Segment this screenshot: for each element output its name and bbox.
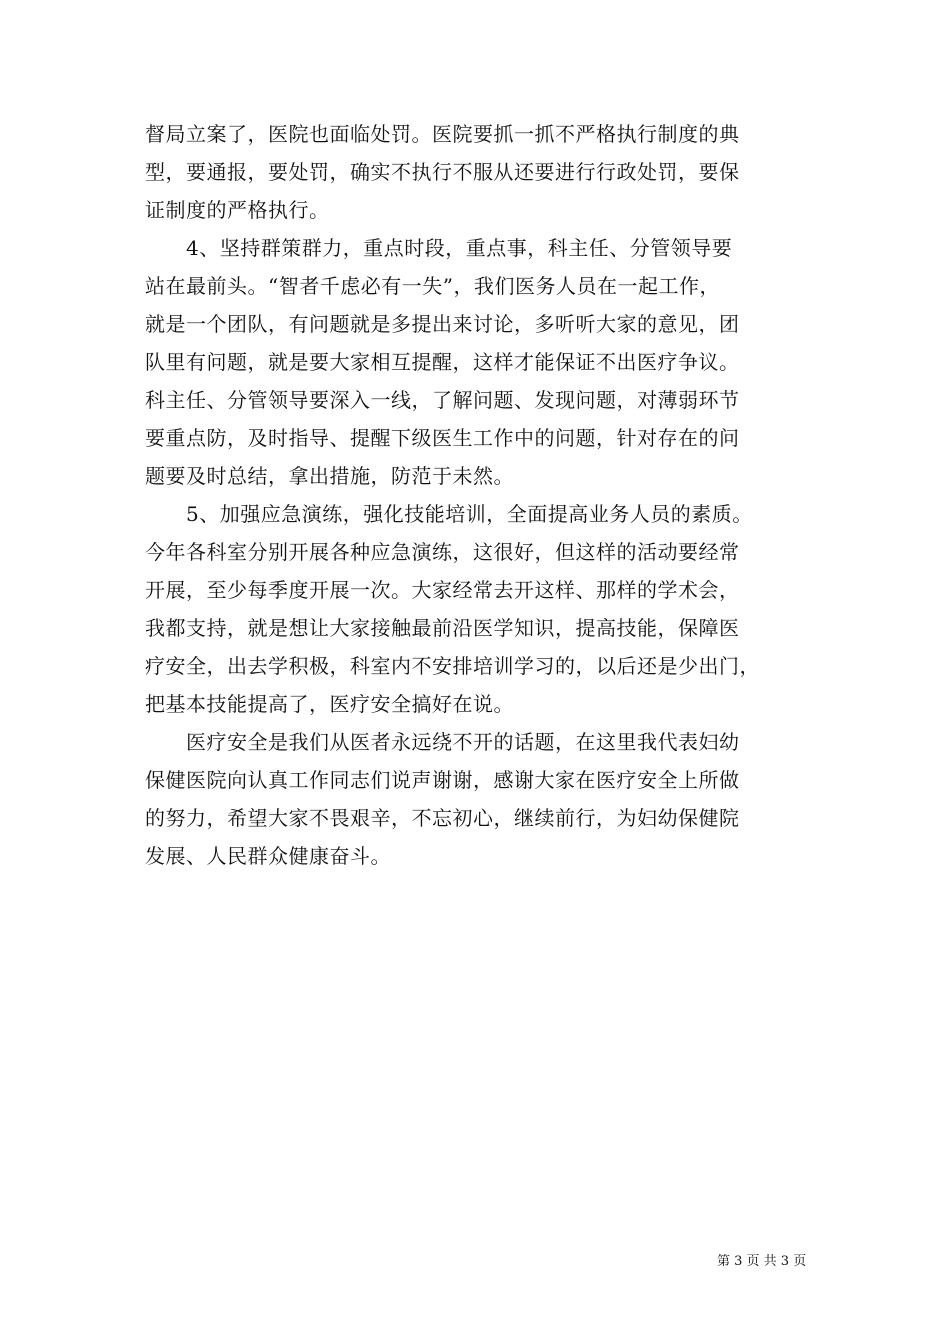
text-line: 开展，至少每季度开展一次。大家经常去开这样、那样的学术会，	[145, 578, 740, 602]
text-line: 题要及时总结，拿出措施，防范于未然。	[145, 464, 514, 488]
text-line: 的努力，希望大家不畏艰辛，不忘初心，继续前行，为妇幼保健院	[145, 806, 740, 830]
text-line: 证制度的严格执行。	[145, 198, 330, 222]
text-line: 5、加强应急演练，强化技能培训，全面提高业务人员的素质。	[186, 502, 753, 526]
text-line: 今年各科室分别开展各种应急演练，这很好，但这样的活动要经常	[145, 540, 740, 564]
text-line: 要重点防，及时指导、提醒下级医生工作中的问题，针对存在的问	[145, 426, 740, 450]
text-line: 把基本技能提高了，医疗安全搞好在说。	[145, 692, 514, 716]
text-line: 发展、人民群众健康奋斗。	[145, 844, 391, 868]
text-line: 我都支持，就是想让大家接触最前沿医学知识，提高技能，保障医	[145, 616, 740, 640]
text-line: 队里有问题，就是要大家相互提醒，这样才能保证不出医疗争议。	[145, 350, 740, 374]
page-number: 第 3 页 共 3 页	[717, 1254, 807, 1269]
text-line: 疗安全，出去学积极，科室内不安排培训学习的，以后还是少出门，	[145, 654, 760, 678]
text-line: 科主任、分管领导要深入一线，了解问题、发现问题，对薄弱环节	[145, 388, 740, 412]
text-line: 4、坚持群策群力，重点时段，重点事，科主任、分管领导要	[186, 236, 733, 260]
text-line: 型，要通报，要处罚，确实不执行不服从还要进行行政处罚，要保	[145, 160, 740, 184]
text-line: 就是一个团队，有问题就是多提出来讨论，多听听大家的意见，团	[145, 312, 740, 336]
text-line: 医疗安全是我们从医者永远绕不开的话题，在这里我代表妇幼	[186, 730, 740, 754]
text-line: 保健医院向认真工作同志们说声谢谢，感谢大家在医疗安全上所做	[145, 768, 740, 792]
text-line: 站在最前头。“智者千虑必有一失”，我们医务人员在一起工作，	[145, 274, 720, 298]
text-line: 督局立案了，医院也面临处罚。医院要抓一抓不严格执行制度的典	[145, 122, 740, 146]
